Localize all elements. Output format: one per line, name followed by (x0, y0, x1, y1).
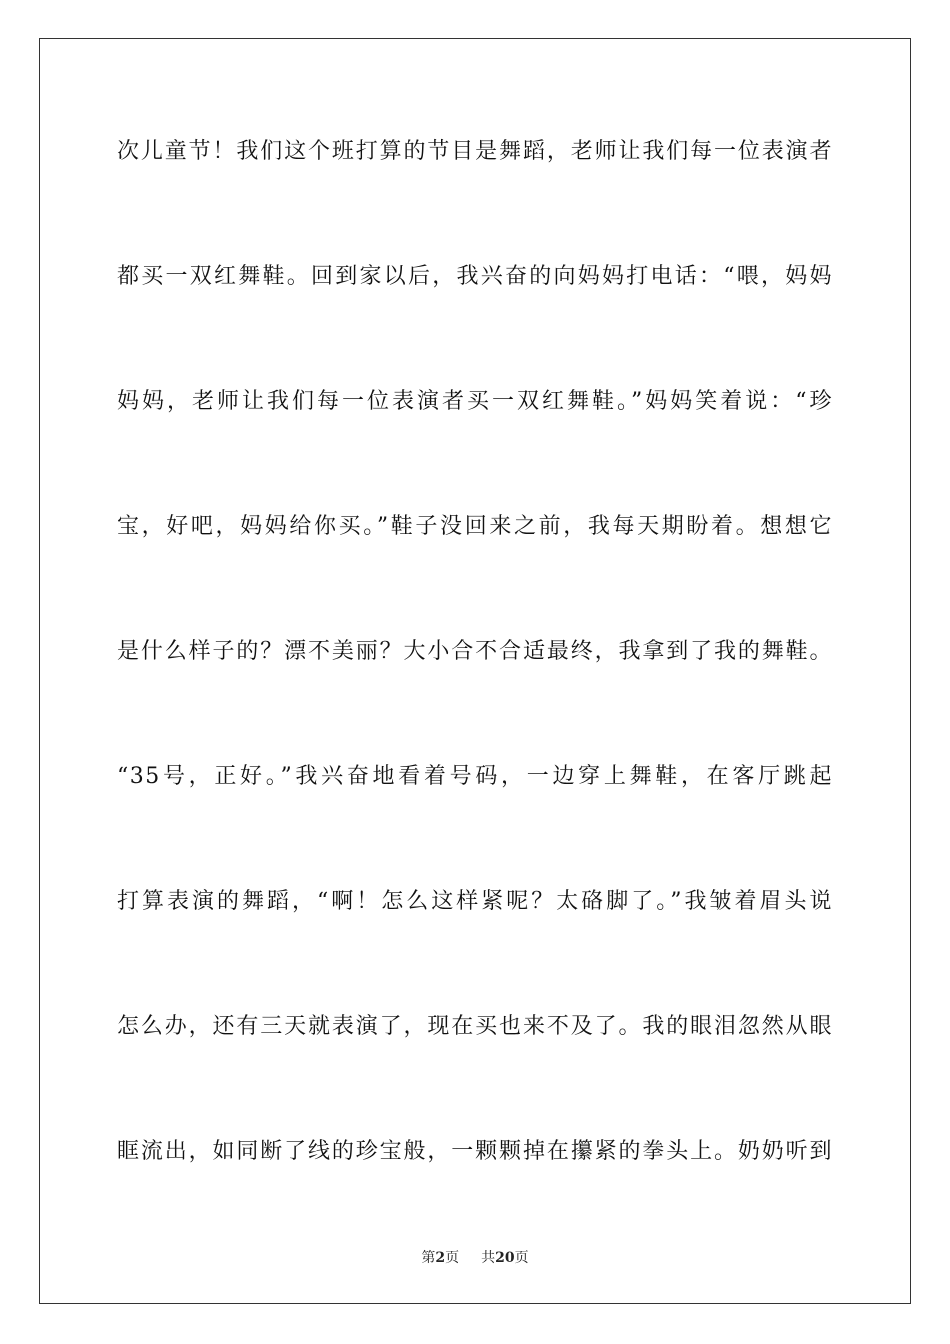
footer-total-pages: 20 (495, 1250, 515, 1266)
footer-total-prefix: 共 (481, 1250, 496, 1266)
footer-total-suffix: 页 (514, 1250, 529, 1266)
text-line: 怎么办，还有三天就表演了，现在买也来不及了。我的眼泪忽然从眼 (117, 1014, 833, 1039)
page-footer (0, 1248, 950, 1268)
document-body (117, 120, 833, 1245)
text-line: “35号，正好。”我兴奋地看着号码，一边穿上舞鞋，在客厅跳起 (117, 764, 833, 789)
text-line: 宝，好吧，妈妈给你买。”鞋子没回来之前，我每天期盼着。想想它 (117, 514, 833, 539)
text-line: 妈妈，老师让我们每一位表演者买一双红舞鞋。”妈妈笑着说：“珍 (117, 389, 833, 414)
footer-page-prefix: 第 (421, 1250, 436, 1266)
text-line: 眶流出，如同断了线的珍宝般，一颗颗掉在攥紧的拳头上。奶奶听到 (117, 1139, 833, 1164)
text-line: 是什么样子的？漂不美丽？大小合不合适最终，我拿到了我的舞鞋。 (117, 639, 833, 664)
text-line: 次儿童节！我们这个班打算的节目是舞蹈，老师让我们每一位表演者 (117, 139, 833, 164)
footer-page-suffix: 页 (445, 1250, 460, 1266)
footer-page-number: 2 (435, 1250, 446, 1266)
text-line: 打算表演的舞蹈，“啊！怎么这样紧呢？太硌脚了。”我皱着眉头说 (117, 889, 833, 914)
text-line: 都买一双红舞鞋。回到家以后，我兴奋的向妈妈打电话：“喂，妈妈 (117, 264, 833, 289)
